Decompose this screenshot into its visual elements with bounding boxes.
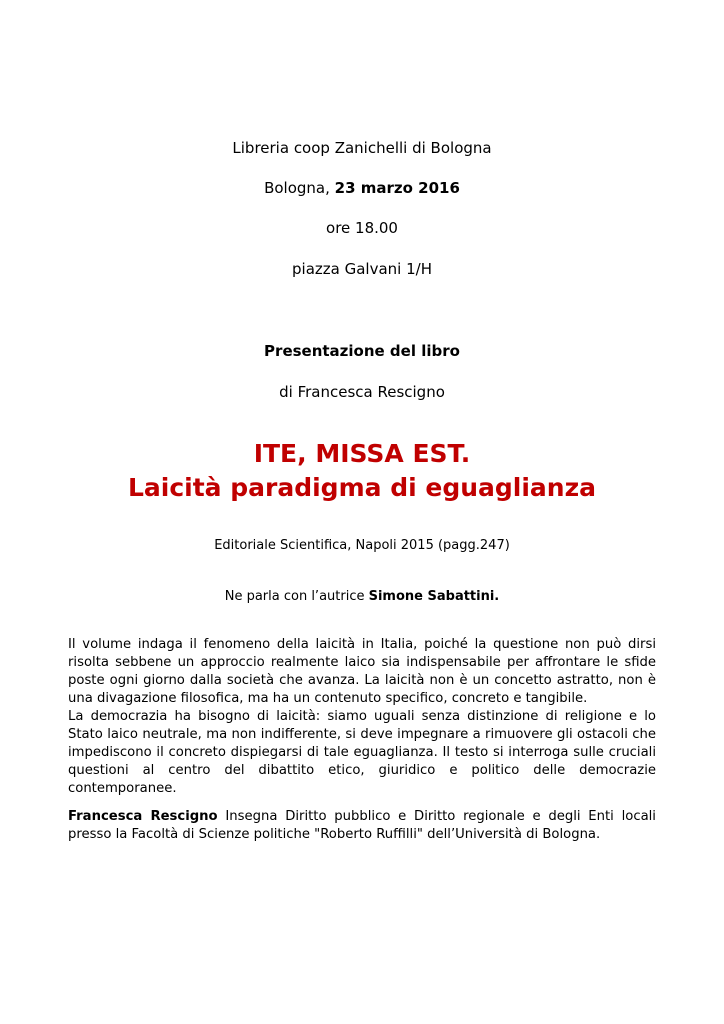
author-bio bbox=[68, 808, 656, 844]
publisher-info: Editoriale Scientifica, Napoli 2015 (pagg.247) bbox=[214, 538, 510, 553]
event-time: ore 18.00 bbox=[326, 219, 398, 237]
bio-text: Insegna Diritto pubblico e Diritto regionale e degli Enti locali presso la Facoltà di Scienze politiche "Roberto Ruffilli" dell’Università di Bologna. bbox=[68, 809, 656, 842]
presentation-label: Presentazione del libro bbox=[264, 342, 460, 360]
venue: Libreria coop Zanichelli di Bologna bbox=[232, 139, 492, 157]
book-title-line2: Laicità paradigma di eguaglianza bbox=[127, 473, 597, 502]
discussant-name: Simone Sabattini. bbox=[368, 589, 500, 604]
discussant-line bbox=[0, 589, 724, 605]
description-paragraph-2: La democrazia ha bisogno di laicità: siamo uguali senza distinzione di religione e lo Stato laico neutrale, ma non indifferente, si deve impegnare a rimuovere gli ostacoli che impediscono il concreto dispiegarsi di tale eguaglianza. Il testo si interroga sulle cruciali questioni al centro del dibattito etico, giuridico e politico delle democrazie contemporanee. bbox=[68, 709, 656, 796]
description-paragraph-1: Il volume indaga il fenomeno della laicità in Italia, poiché la questione non può dirsi risolta sebbene un approccio realmente laico sia indispensabile per affrontare le sfide poste ogni giorno dalla società che avanza. La laicità non è un concetto astratto, non è una divagazione filosofica, ma ha un contenuto specifico, concreto e tangibile. bbox=[68, 637, 656, 706]
discussant-prefix: Ne parla con l’autrice bbox=[224, 589, 369, 604]
bio-name: Francesca Rescigno bbox=[68, 809, 218, 824]
event-date bbox=[0, 179, 724, 197]
event-address: piazza Galvani 1/H bbox=[292, 260, 432, 278]
book-title-line1: ITE, MISSA EST. bbox=[253, 439, 471, 468]
author-line: di Francesca Rescigno bbox=[279, 383, 445, 401]
date-day: 23 marzo 2016 bbox=[334, 179, 460, 197]
book-description bbox=[68, 636, 656, 798]
date-city: Bologna, bbox=[264, 179, 335, 197]
